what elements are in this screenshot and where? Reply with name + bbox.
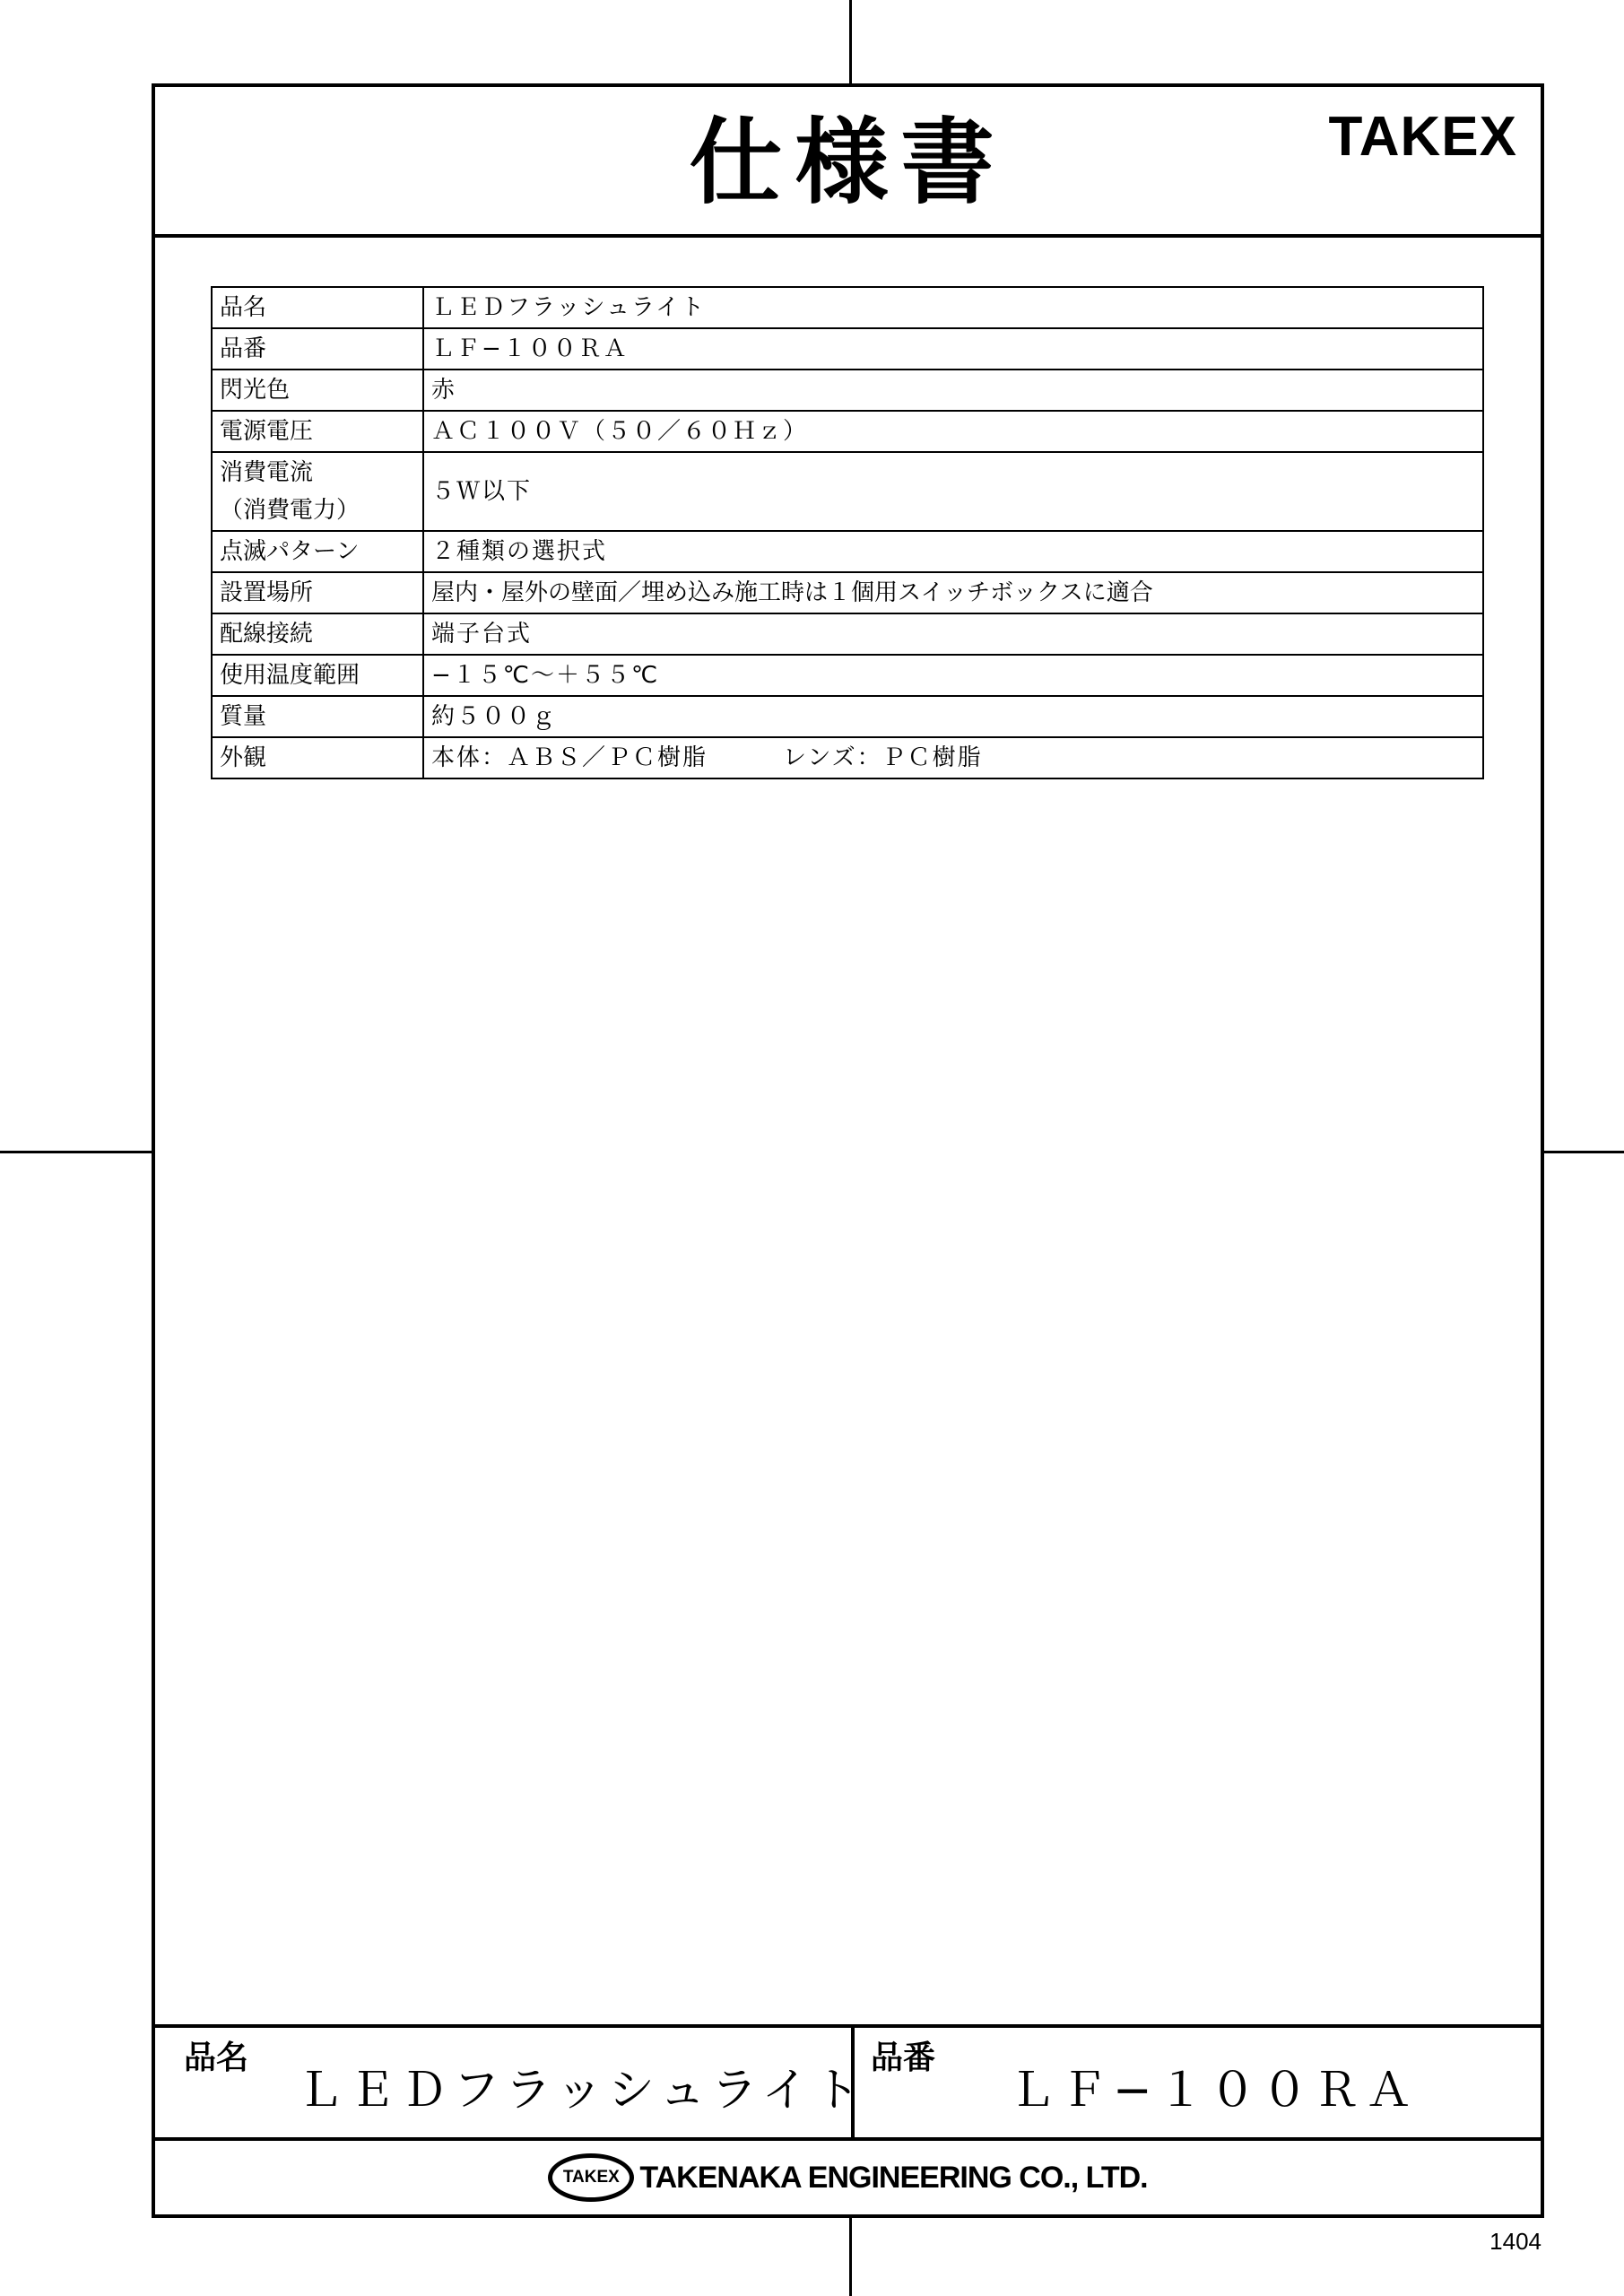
table-row: [212, 452, 1483, 531]
brand-logo: TAKEX: [1328, 106, 1517, 168]
spec-label: 外観: [212, 737, 423, 778]
spec-label: 品名: [212, 287, 423, 328]
footer-model-value: ＬＦ−１００ＲＡ: [1009, 2064, 1418, 2118]
crop-mark-left: [0, 1151, 152, 1153]
spec-value: ５Ｗ以下: [423, 452, 1483, 531]
company-footer: [155, 2141, 1541, 2214]
product-footer: [155, 2024, 1541, 2141]
table-row: [212, 572, 1483, 613]
table-row: [212, 531, 1483, 572]
spec-sheet-frame: [152, 83, 1544, 2218]
crop-mark-bottom: [849, 2218, 852, 2296]
spec-label: 電源電圧: [212, 411, 423, 452]
spec-value: 赤: [423, 370, 1483, 411]
title-area: [155, 87, 1541, 238]
table-row: [212, 655, 1483, 696]
spec-value: 屋内・屋外の壁面／埋め込み施工時は１個用スイッチボックスに適合: [423, 572, 1483, 613]
spec-label: 使用温度範囲: [212, 655, 423, 696]
table-row: [212, 328, 1483, 370]
takex-logo-icon: TAKEX: [548, 2153, 634, 2202]
spec-label: 閃光色: [212, 370, 423, 411]
table-row: [212, 696, 1483, 737]
spec-label-line1: 消費電流: [220, 459, 314, 486]
spec-value: 約５００ｇ: [423, 696, 1483, 737]
spec-table: [211, 286, 1484, 779]
footer-name-label: 品名: [184, 2039, 249, 2076]
table-row: [212, 737, 1483, 778]
spec-value: 端子台式: [423, 613, 1483, 655]
spec-value: ２種類の選択式: [423, 531, 1483, 572]
spec-label: 品番: [212, 328, 423, 370]
spec-value: −１５℃〜＋５５℃: [423, 655, 1483, 696]
table-row: [212, 370, 1483, 411]
crop-mark-right: [1544, 1151, 1624, 1153]
spec-label-line2: （消費電力）: [220, 497, 360, 524]
spec-value: ＬＥＤフラッシュライト: [423, 287, 1483, 328]
spec-label: 配線接続: [212, 613, 423, 655]
company-name: TAKENAKA ENGINEERING CO., LTD.: [639, 2160, 1148, 2195]
spec-value: ＬＦ−１００ＲＡ: [423, 328, 1483, 370]
table-row: [212, 287, 1483, 328]
spec-label: 設置場所: [212, 572, 423, 613]
spec-value: ＡＣ１００Ｖ（５０／６０Ｈｚ）: [423, 411, 1483, 452]
spec-value: 本体：ＡＢＳ／ＰＣ樹脂 レンズ：ＰＣ樹脂: [423, 737, 1483, 778]
table-row: [212, 613, 1483, 655]
document-number: 1404: [1489, 2228, 1541, 2255]
spec-label: [212, 452, 423, 531]
document-title: 仕様書: [689, 108, 1007, 217]
crop-mark-top: [849, 0, 852, 83]
spec-label: 点滅パターン: [212, 531, 423, 572]
table-row: [212, 411, 1483, 452]
footer-name-value: ＬＥＤフラッシュライト: [297, 2064, 866, 2118]
spec-label: 質量: [212, 696, 423, 737]
footer-model-label: 品番: [871, 2039, 936, 2076]
